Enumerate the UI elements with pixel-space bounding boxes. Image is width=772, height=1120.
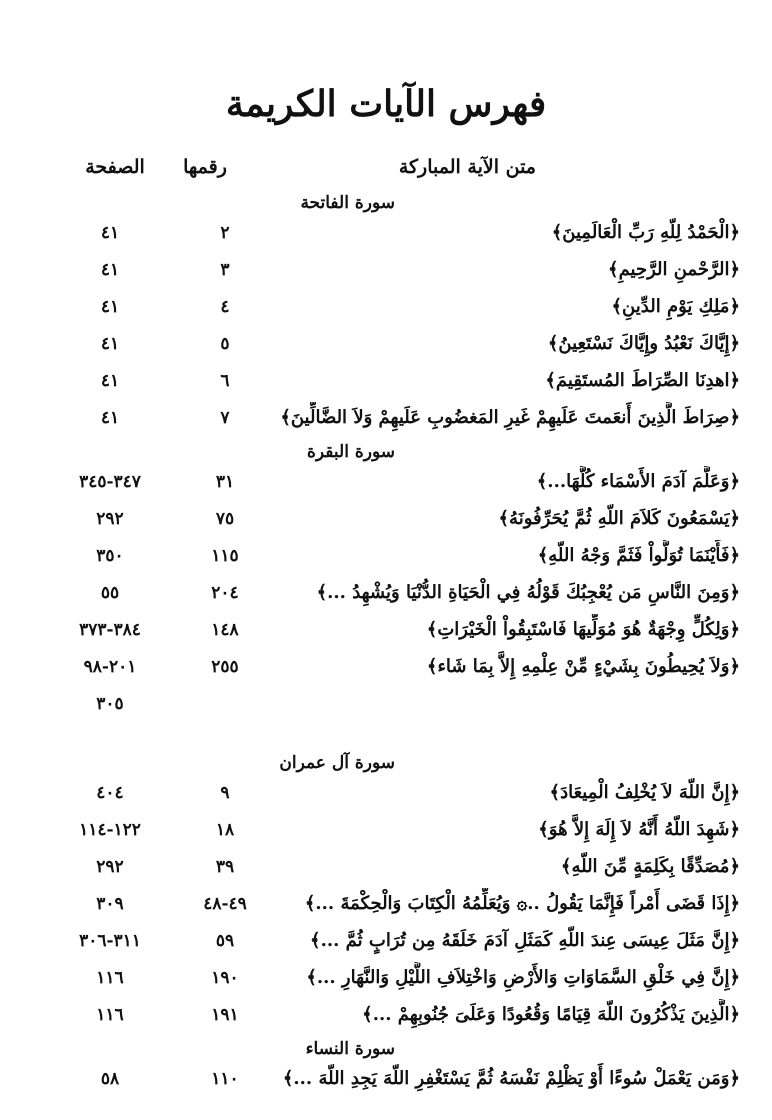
page-reference: ١١٦ xyxy=(96,1005,124,1025)
verse-row xyxy=(40,402,740,439)
page-reference: ٤١ xyxy=(100,334,120,354)
verse-row xyxy=(40,540,740,577)
page-reference: ٢٩٢ xyxy=(96,857,124,877)
page-reference: ٤١ xyxy=(100,371,120,391)
row-spacer xyxy=(40,725,740,750)
surah-name: سورة النساء xyxy=(305,1039,395,1059)
page-reference: ٢٠١-٩٨ xyxy=(83,657,137,677)
page-reference: ٣٤٧-٣٤٥ xyxy=(79,472,141,492)
verse-row xyxy=(40,651,740,688)
verse-text: ﴿فَأَيْنَمَا تُوَلُّواْ فَثَمَّ وَجْهُ اللّهِ﴾ xyxy=(537,545,740,566)
page-reference: ١٢٢-١١٤ xyxy=(79,820,141,840)
verse-number: ٢٠٤ xyxy=(211,583,239,603)
verse-row xyxy=(40,1063,740,1100)
verse-text: ﴿صِرَاطَ الَّذِينَ أَنعَمتَ عَلَيهِمْ غَيرِ المَغضُوبِ عَلَيهِمْ وَلاَ الضَّالِّينَ﴾ xyxy=(280,407,740,428)
verse-text: ﴿الْحَمْدُ لِلّهِ رَبِّ الْعَالَمِينَ﴾ xyxy=(551,222,740,243)
page-reference: ٣١١-٣٠٦ xyxy=(79,931,141,951)
verse-row xyxy=(40,577,740,614)
verse-text: ﴿وَمِنَ النَّاسِ مَن يُعْجِبُكَ قَوْلُهُ فِي الْحَيَاةِ الدُّنْيَا وَيُشْهِدُ ...﴾ xyxy=(316,582,740,603)
verse-text: ﴿وَعَلَّمَ آدَمَ الأَسْمَاء كُلَّهَا...﴾ xyxy=(536,471,740,492)
verse-row xyxy=(40,503,740,540)
surah-heading xyxy=(40,750,740,777)
verse-text: ﴿مُصَدِّقًا بِكَلِمَةٍ مِّنَ اللّهِ﴾ xyxy=(560,856,740,877)
page-reference: ٣٨٤-٣٧٣ xyxy=(79,620,141,640)
verse-text: ﴿وَمَن يَعْمَلْ سُوءًا أَوْ يَظْلِمْ نَفْسَهُ ثُمَّ يَسْتَغْفِرِ اللّهَ يَجِدِ اللّهَ ...﴾ xyxy=(282,1068,740,1089)
surah-heading xyxy=(40,1036,740,1063)
verse-number: ٧ xyxy=(220,408,230,428)
verse-number: ٦ xyxy=(220,371,230,391)
verse-text: ﴿مَلِكِ يَوْمِ الدِّينِ﴾ xyxy=(611,296,740,317)
verse-row xyxy=(40,777,740,814)
surah-name: سورة آل عمران xyxy=(279,753,395,773)
verse-number: ٣٩ xyxy=(215,857,235,877)
verse-text: ﴿شَهِدَ اللّهُ أَنَّهُ لاَ إِلَهَ إِلاَّ هُوَ﴾ xyxy=(538,819,740,840)
verse-row xyxy=(40,962,740,999)
page-reference: ٤١ xyxy=(100,297,120,317)
surah-heading xyxy=(40,439,740,466)
verse-text: ﴿وَلاَ يُحِيطُونَ بِشَيْءٍ مِّنْ عِلْمِهِ إِلاَّ بِمَا شَاء﴾ xyxy=(426,656,740,677)
page-reference: ٤١ xyxy=(100,260,120,280)
page-reference: ١١٦ xyxy=(96,968,124,988)
surah-name: سورة البقرة xyxy=(307,442,395,462)
number-column-header: رقمها xyxy=(183,156,227,178)
verse-row xyxy=(40,851,740,888)
verse-row xyxy=(40,466,740,503)
verse-text: ﴿إِنَّ اللّهَ لاَ يُخْلِفُ الْمِيعَادَ﴾ xyxy=(549,782,740,803)
verse-number: ٥ xyxy=(220,334,230,354)
verse-text: ﴿يَسْمَعُونَ كَلاَمَ اللّهِ ثُمَّ يُحَرِّفُونَهُ﴾ xyxy=(498,508,740,529)
verse-text: ﴿إِنَّ مَثَلَ عِيسَى عِندَ اللّهِ كَمَثَلِ آدَمَ خَلَقَهُ مِن تُرَابٍ ثُمَّ ...﴾ xyxy=(310,930,740,951)
verse-row xyxy=(40,217,740,254)
verse-row xyxy=(40,814,740,851)
verse-number: ٣ xyxy=(220,260,230,280)
surah-heading xyxy=(40,190,740,217)
verse-row xyxy=(40,254,740,291)
verse-text: ﴿إِيَّاكَ نَعْبُدُ وإِيَّاكَ نَسْتَعِينُ﴾ xyxy=(547,333,740,354)
verse-row xyxy=(40,888,740,925)
verse-text: ﴿إِنَّ فِي خَلْقِ السَّمَاوَاتِ وَالأَرْضِ وَاخْتِلاَفِ اللَّيْلِ وَالنَّهَارِ ...﴾ xyxy=(306,967,740,988)
verse-number: ٥٩ xyxy=(215,931,235,951)
verse-number: ٢٥٥ xyxy=(211,657,239,677)
verse-row xyxy=(40,365,740,402)
verse-number: ١٩٠ xyxy=(211,968,239,988)
verse-text: ﴿إِذَا قَضَى أَمْراً فَإِنَّمَا يَقُولُ ..۞ وَيُعَلِّمُهُ الْكِتَابَ وَالْحِكْمَةَ ...﴾ xyxy=(304,893,740,914)
verse-number: ٤٩-٤٨ xyxy=(203,894,247,914)
verse-row xyxy=(40,614,740,651)
page-reference: ٣٠٩ xyxy=(96,894,124,914)
verse-number: ١١٠ xyxy=(211,1069,239,1089)
page-title: فهرس الآيات الكريمة xyxy=(225,83,547,125)
verse-text: ﴿اهدِنَا الصِّرَاطَ المُستَقِيمَ﴾ xyxy=(545,370,740,391)
page-reference: ٤١ xyxy=(100,223,120,243)
page-reference: ٢٩٢ xyxy=(96,509,124,529)
verse-row xyxy=(40,999,740,1036)
page-reference: ٤٠٤ xyxy=(96,783,124,803)
page-column-header: الصفحة xyxy=(85,156,145,178)
verse-number: ١٩١ xyxy=(211,1005,239,1025)
verse-number: ٢ xyxy=(220,223,230,243)
verse-row xyxy=(40,688,740,725)
verse-row xyxy=(40,328,740,365)
verse-number: ٧٥ xyxy=(215,509,235,529)
verse-text: ﴿وَلِكُلٍّ وِجْهَةٌ هُوَ مُوَلِّيهَا فَاسْتَبِقُواْ الْخَيْرَاتِ﴾ xyxy=(426,619,740,640)
verse-index-list xyxy=(40,190,740,1100)
verse-row xyxy=(40,925,740,962)
page-reference: ٣٥٠ xyxy=(96,546,124,566)
page-reference: ٣٠٥ xyxy=(96,694,124,714)
verse-text: ﴿الَّذِينَ يَذْكُرُونَ اللّهَ قِيَامًا وَقُعُودًا وَعَلَىَ جُنُوبِهِمْ ...﴾ xyxy=(362,1004,740,1025)
verse-number: ٩ xyxy=(220,783,230,803)
page-reference: ٥٨ xyxy=(100,1069,120,1089)
surah-name: سورة الفاتحة xyxy=(300,193,395,213)
verse-row xyxy=(40,291,740,328)
page-reference: ٤١ xyxy=(100,408,120,428)
verse-number: ١٤٨ xyxy=(211,620,239,640)
verse-number: ٣١ xyxy=(215,472,235,492)
verse-text: ﴿الرَّحْمنِ الرَّحِيمِ﴾ xyxy=(608,259,740,280)
verse-number: ٤ xyxy=(220,297,230,317)
verse-number: ١٨ xyxy=(215,820,235,840)
verse-column-header: متن الآية المباركة xyxy=(398,156,536,178)
verse-number: ١١٥ xyxy=(211,546,239,566)
page-reference: ٥٥ xyxy=(100,583,120,603)
